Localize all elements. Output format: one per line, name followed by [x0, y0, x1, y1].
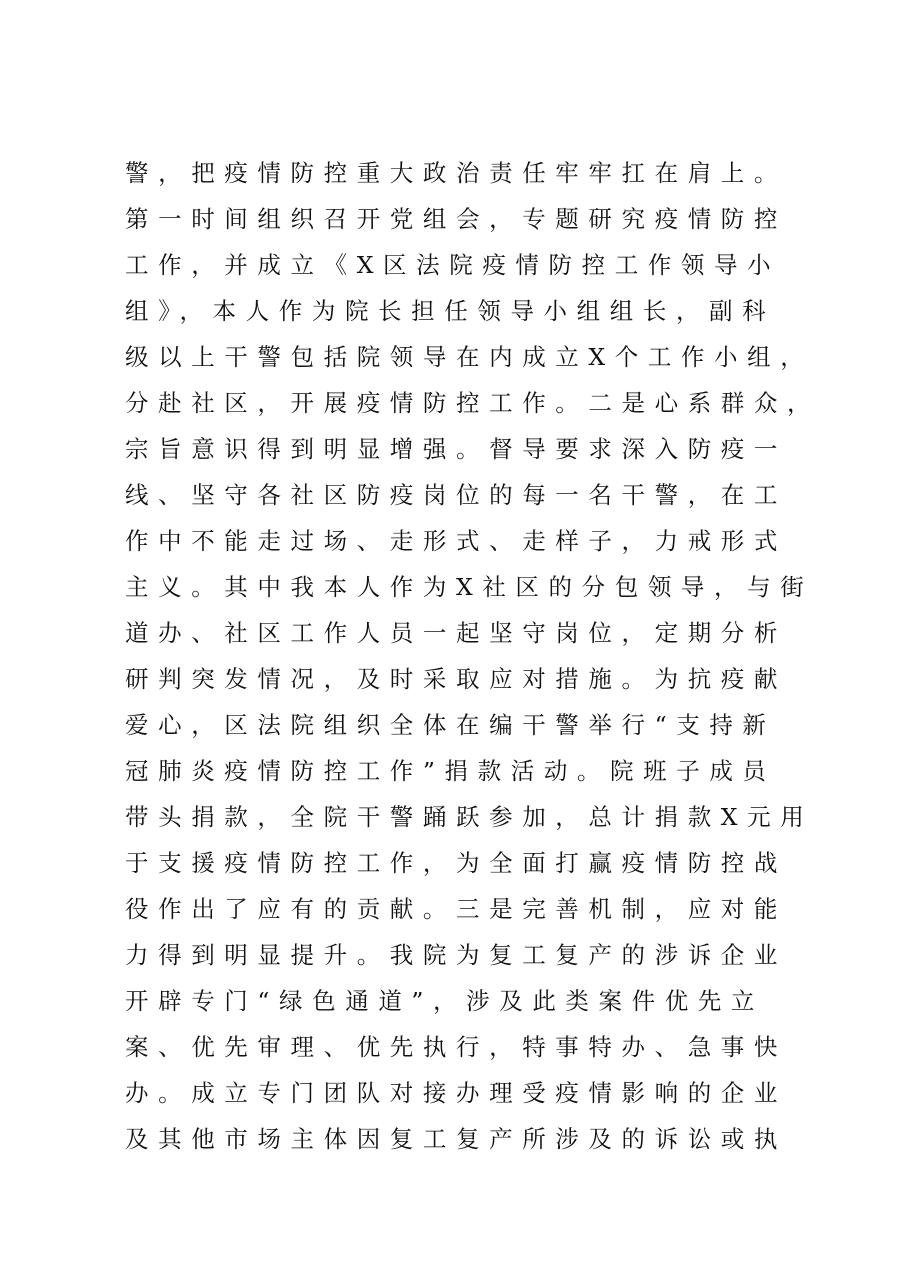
text-line: 于支援疫情防控工作，为全面打赢疫情防控战 [125, 849, 787, 877]
text-line: 爱心，区法院组织全体在编干警举行“支持新 [125, 711, 776, 739]
text-line: 分赴社区，开展疫情防控工作。二是心系群众， [125, 389, 821, 417]
text-line: 工作，并成立《X区法院疫情防控工作领导小 [125, 251, 781, 279]
text-line: 案、优先审理、优先执行，特事特办、急事快 [125, 1033, 787, 1061]
text-line: 力得到明显提升。我院为复工复产的涉诉企业 [125, 941, 787, 969]
text-line: 作中不能走过场、走形式、走样子，力戒形式 [125, 527, 787, 555]
text-line: 组》，本人作为院长担任领导小组组长，副科 [125, 297, 776, 325]
text-line: 开辟专门“绿色通道”，涉及此类案件优先立 [125, 987, 765, 1015]
text-line: 道办、社区工作人员一起坚守岗位，定期分析 [125, 619, 787, 647]
text-line: 主义。其中我本人作为X社区的分包领导，与街 [125, 573, 814, 601]
text-line: 宗旨意识得到明显增强。督导要求深入防疫一 [125, 435, 787, 463]
text-line: 及其他市场主体因复工复产所涉及的诉讼或执 [125, 1125, 787, 1153]
text-line: 带头捐款，全院干警踊跃参加，总计捐款X元用 [125, 803, 814, 831]
text-line: 研判突发情况，及时采取应对措施。为抗疫献 [125, 665, 787, 693]
text-line: 役作出了应有的贡献。三是完善机制，应对能 [125, 895, 787, 923]
text-line: 警，把疫情防控重大政治责任牢牢扛在肩上。 [125, 159, 787, 187]
text-line: 第一时间组织召开党组会，专题研究疫情防控 [125, 205, 787, 233]
text-line: 办。成立专门团队对接办理受疫情影响的企业 [125, 1079, 787, 1107]
text-line: 线、坚守各社区防疫岗位的每一名干警，在工 [125, 481, 787, 509]
text-line: 级以上干警包括院领导在内成立X个工作小组， [125, 343, 814, 371]
text-line: 冠肺炎疫情防控工作”捐款活动。院班子成员 [125, 757, 776, 785]
body-text [125, 150, 821, 1162]
